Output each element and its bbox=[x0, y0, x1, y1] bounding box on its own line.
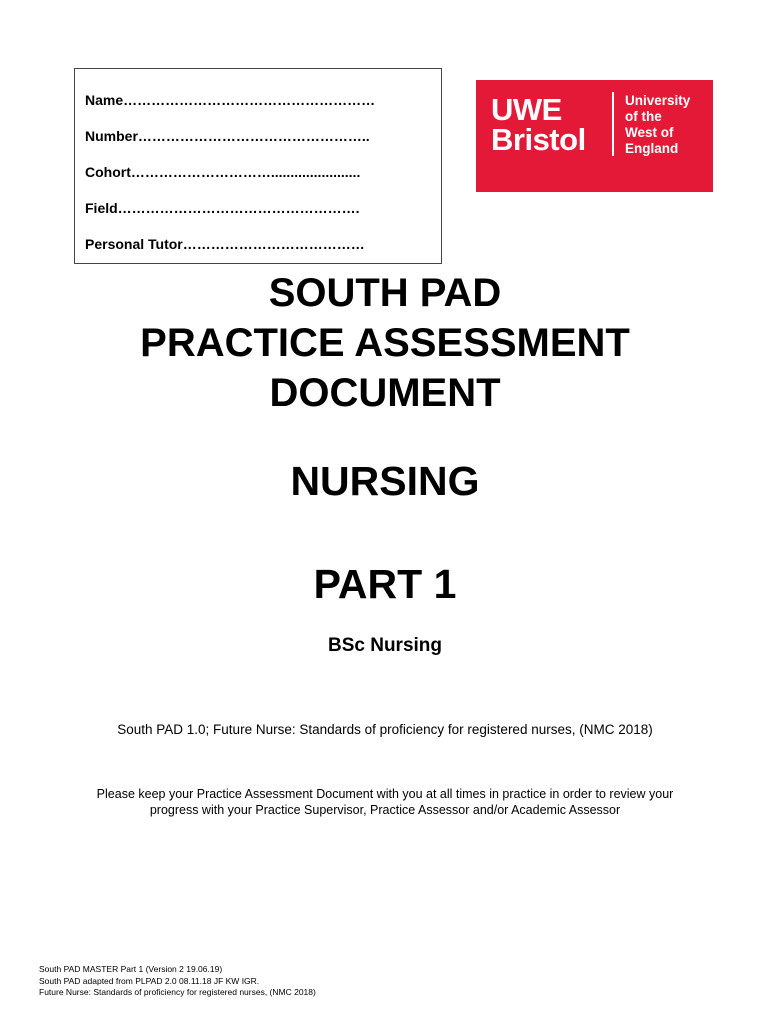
footer-line: Future Nurse: Standards of proficiency for registered nurses, (NMC 2018) bbox=[39, 987, 316, 997]
logo-uni-line: West of bbox=[625, 125, 674, 140]
number-field[interactable]: Number………………………………………….. bbox=[85, 128, 370, 144]
note-line: Please keep your Practice Assessment Document with you at all times in practice in order to review your bbox=[96, 787, 674, 801]
student-details-box bbox=[74, 68, 442, 264]
personal-tutor-field[interactable]: Personal Tutor………………………………… bbox=[85, 236, 365, 252]
logo-uni-line: of the bbox=[625, 109, 662, 124]
document-title bbox=[0, 268, 770, 418]
uwe-bristol-logo bbox=[476, 80, 713, 192]
nursing-heading: NURSING bbox=[290, 458, 480, 504]
programme-subtitle: BSc Nursing bbox=[327, 635, 443, 656]
title-line-3: DOCUMENT bbox=[269, 371, 501, 415]
footer-line: South PAD adapted from PLPAD 2.0 08.11.18 JF KW IGR. bbox=[39, 975, 260, 986]
standards-line: South PAD 1.0; Future Nurse: Standards of proficiency for registered nurses, (NMC 2018) bbox=[117, 722, 653, 737]
version-footer bbox=[39, 964, 316, 999]
note-line: progress with your Practice Supervisor, Practice Assessor and/or Academic Assessor bbox=[149, 803, 621, 817]
logo-word-uwe: UWE bbox=[491, 92, 562, 127]
part-heading: PART 1 bbox=[313, 561, 457, 607]
field-field[interactable]: Field……………………………………………. bbox=[85, 200, 360, 216]
logo-word-bristol: Bristol bbox=[491, 122, 586, 157]
logo-uni-line: University bbox=[625, 93, 691, 108]
logo-uni-line: England bbox=[625, 141, 679, 156]
name-field[interactable]: Name……………………………………………… bbox=[85, 92, 376, 108]
instruction-note bbox=[0, 786, 770, 818]
footer-line: South PAD MASTER Part 1 (Version 2 19.06.19) bbox=[39, 964, 223, 974]
logo-divider bbox=[612, 92, 614, 156]
cohort-field[interactable]: Cohort…………………………....................... bbox=[85, 164, 361, 180]
logo-university-name bbox=[625, 93, 690, 157]
title-line-2: PRACTICE ASSESSMENT bbox=[140, 321, 630, 365]
title-line-1: SOUTH PAD bbox=[268, 271, 502, 315]
